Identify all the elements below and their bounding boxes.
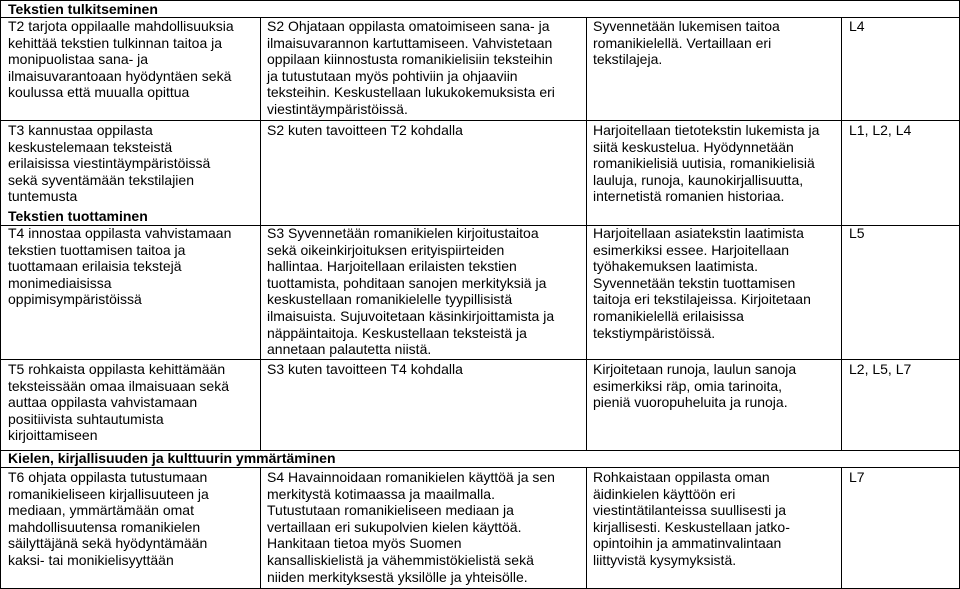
column-divider	[841, 17, 842, 450]
goal-cell: T5 rohkaista oppilasta kehittämään teksteissään omaa ilmaisuaan sekä auttaa oppilasta vahvistamaan positiivista suhtautumista kirjoittamiseen	[8, 361, 230, 444]
areas-cell: L4	[849, 18, 865, 34]
goal-cell: T6 ohjata oppilasta tutustumaan romanikieliseen kirjallisuuteen ja mediaan, ymmärtämään omat mahdollisuutensa romanikielen säilyttäjänä sekä hyödyntämään kaksi- tai monikielisyyttään	[8, 469, 209, 568]
row-divider	[1, 467, 959, 468]
goal-cell: T4 innostaa oppilasta vahvistamaan tekstien tuottamisen taitoa ja tuottamaan erilaisia tekstejä monimediaisissa oppimisympäristöissä	[8, 225, 232, 308]
areas-cell: L1, L2, L4	[849, 122, 912, 138]
content-cell: S3 Syvennetään romanikielen kirjoitustaitoa sekä oikeinkirjoituksen erityispiirteiden hallintaa. Harjoitellaan erilaisten tekstien tuottamista, pohditaan sanojen merkityksiä ja keskustellaan romanikielelle tyypillisistä ilmaisuista. Sujuvoitetaan käsinkirjoittamista ja näppäintaitoja. Keskustellaan teksteistä ja annetaan palautetta niistä.	[267, 225, 555, 358]
column-divider	[586, 17, 587, 450]
content-cell: S2 Ohjataan oppilasta omatoimiseen sana- ja ilmaisuvarannon kartuttamiseen. Vahvistetaan oppilaan kiinnostusta romanikielisiin teksteihin ja tutustutaan myös pohtiviin ja ohjaaviin teksteihin. Keskustellaan lukukokemuksista eri viestintäympäristöissä.	[267, 18, 555, 117]
section-heading: Tekstien tulkitseminen	[8, 1, 158, 17]
section-heading: Tekstien tuottaminen	[8, 208, 148, 224]
content-cell: S3 kuten tavoitteen T4 kohdalla	[267, 361, 463, 377]
activity-cell: Harjoitellaan tietotekstin lukemista ja siitä keskustelua. Hyödynnetään romanikielisiä uutisia, romanikielisiä lauluja, runoja, kaunokirjallisuutta, internetistä romanien historiaa.	[593, 122, 820, 205]
row-divider	[1, 120, 959, 121]
content-cell: S2 kuten tavoitteen T2 kohdalla	[267, 122, 463, 138]
goal-cell: T3 kannustaa oppilasta keskustelemaan teksteistä erilaisissa viestintäympäristöissä sekä syventämään tekstilajien tuntemusta	[8, 122, 211, 205]
activity-cell: Syvennetään lukemisen taitoa romanikielellä. Vertaillaan eri tekstilajeja.	[593, 18, 780, 68]
column-divider	[260, 17, 261, 450]
areas-cell: L2, L5, L7	[849, 361, 912, 377]
column-divider	[841, 467, 842, 588]
activity-cell: Harjoitellaan asiatekstin laatimista esimerkiksi essee. Harjoitellaan työhakemuksen laatimista. Syvennetään tekstin tuottamisen taitoja eri tekstilajeissa. Kirjoitetaan romanikielellä erilaisissa tekstiympäristöissä.	[593, 225, 811, 341]
section-heading: Kielen, kirjallisuuden ja kulttuurin ymmärtäminen	[8, 450, 336, 466]
areas-cell: L7	[849, 469, 865, 485]
row-divider	[1, 359, 959, 360]
goal-cell: T2 tarjota oppilaalle mahdollisuuksia kehittää tekstien tulkinnan taitoa ja monipuolistaa sana- ja ilmaisuvarantoaan hyödyntäen sekä koulussa että muualla opittua	[8, 18, 234, 101]
activity-cell: Rohkaistaan oppilasta oman äidinkielen käyttöön eri viestintätilanteissa suullisesti ja kirjallisesti. Keskustellaan jatko- opintoihin ja ammatinvalintaan liittyvistä kysymyksistä.	[593, 469, 790, 568]
content-cell: S4 Havainnoidaan romanikielen käyttöä ja sen merkitystä kotimaassa ja maailmalla. Tutustutaan romanikieliseen mediaan ja vertaillaan eri sukupolvien kielen käyttöä. Hankitaan tietoa myös Suomen kansalliskielistä ja vähemmistökielistä sekä niiden merkityksestä yksilölle ja yhteisölle.	[267, 469, 555, 585]
column-divider	[260, 467, 261, 588]
areas-cell: L5	[849, 225, 865, 241]
column-divider	[586, 467, 587, 588]
activity-cell: Kirjoitetaan runoja, laulun sanoja esimerkiksi räp, omia tarinoita, pieniä vuoropuheluita ja runoja.	[593, 361, 797, 411]
